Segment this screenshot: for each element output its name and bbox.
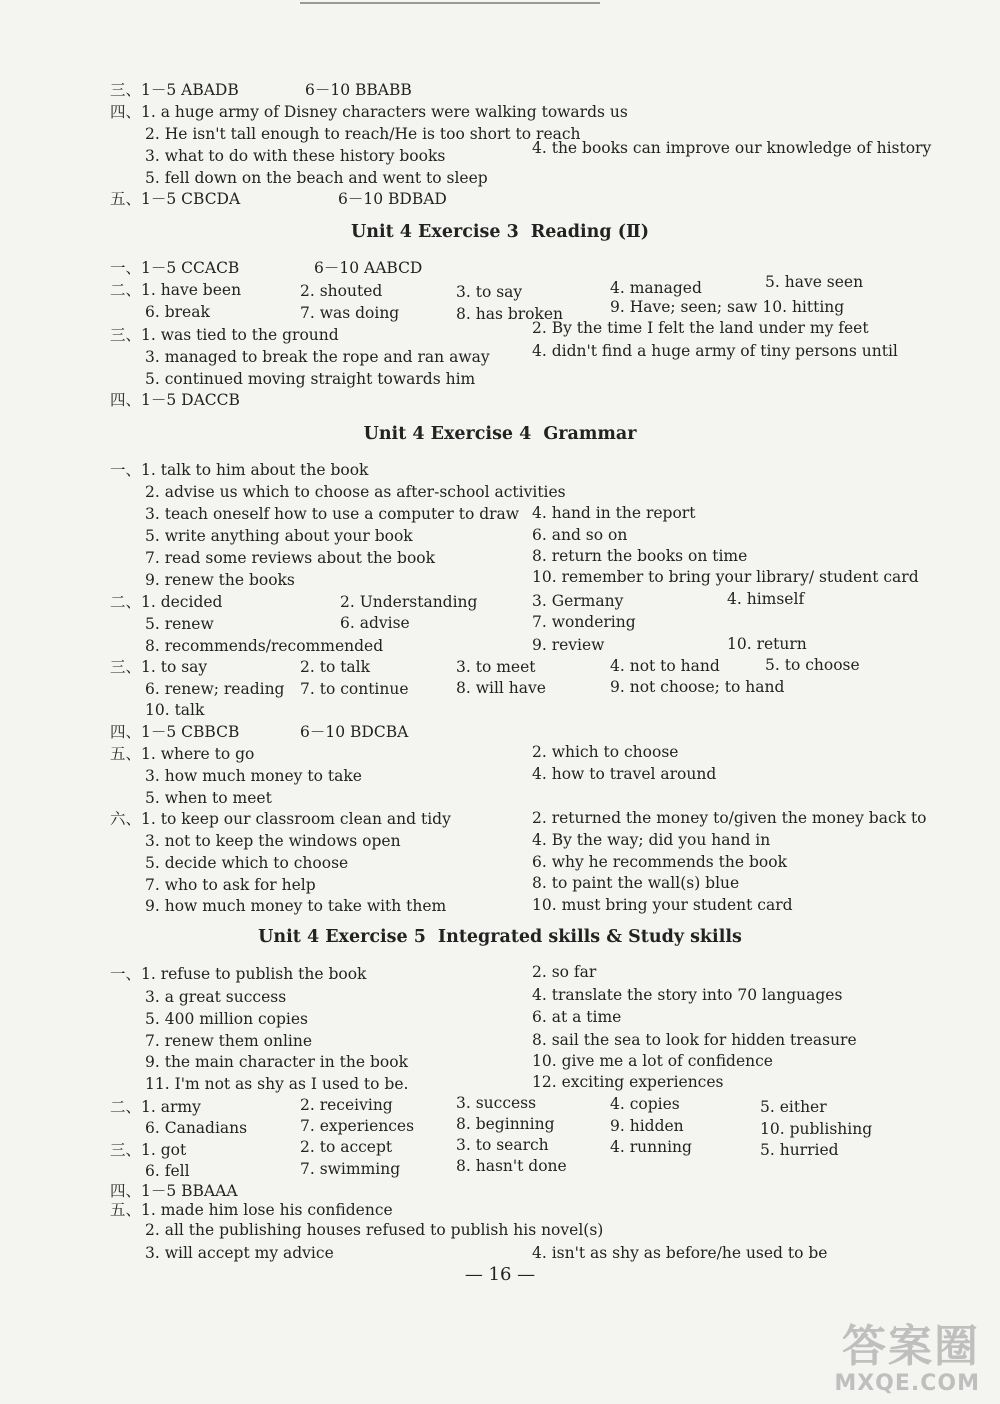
answer-line: 6. why he recommends the book	[532, 853, 787, 871]
answer-line: 3. success	[456, 1094, 537, 1112]
answer-line: 12. exciting experiences	[532, 1073, 724, 1091]
answer-line: 9. review	[532, 636, 605, 654]
answer-line: 4. didn't find a huge army of tiny persons until	[532, 342, 898, 360]
answer-line: 6. advise	[340, 614, 410, 632]
answer-line: 3. managed to break the rope and ran away	[145, 348, 490, 366]
answer-line: 4. By the way; did you hand in	[532, 831, 771, 849]
answer-line: 2. returned the money to/given the money back to	[532, 809, 927, 827]
answer-line: 四、1. a huge army of Disney characters were walking towards us	[110, 103, 628, 121]
answer-line: 3. will accept my advice	[145, 1244, 334, 1262]
answer-line: 一、1. refuse to publish the book	[110, 965, 367, 983]
answer-line: 4. copies	[610, 1095, 680, 1113]
answer-line: 三、1. was tied to the ground	[110, 326, 339, 344]
answer-line: 2. advise us which to choose as after-school activities	[145, 483, 566, 501]
heading-exercise-3	[0, 222, 1000, 242]
answer-line: 8. return the books on time	[532, 547, 748, 565]
answer-line: 7. experiences	[300, 1117, 415, 1135]
answer-line: 6. renew; reading	[145, 680, 285, 698]
answer-line: 8. will have	[456, 679, 546, 697]
answer-line: 10. talk	[145, 701, 205, 719]
heading-exercise-5	[0, 927, 1000, 947]
answer-line: 8. recommends/recommended	[145, 637, 384, 655]
answer-line: 2. so far	[532, 963, 597, 981]
answer-line: 2. shouted	[300, 282, 383, 300]
answer-line: 10. must bring your student card	[532, 896, 793, 914]
answer-line: 4. isn't as shy as before/he used to be	[532, 1244, 828, 1262]
answer-line: 9. how much money to take with them	[145, 897, 447, 915]
answer-line: 5. 400 million copies	[145, 1010, 309, 1028]
page-number: — 16 —	[464, 1264, 536, 1285]
watermark-logo	[834, 1323, 980, 1396]
answer-line: 10. give me a lot of confidence	[532, 1052, 773, 1070]
heading-exercise-4	[0, 424, 1000, 444]
answer-line: 2. all the publishing houses refused to publish his novel(s)	[145, 1221, 604, 1239]
answer-line: 2. By the time I felt the land under my feet	[532, 319, 869, 337]
answer-line: 6. at a time	[532, 1008, 622, 1026]
answer-line: 3. teach oneself how to use a computer to draw	[145, 505, 520, 523]
watermark-site: MXQE.COM	[834, 1371, 980, 1396]
answer-line: 5. renew	[145, 615, 214, 633]
answer-line: 2. Understanding	[340, 593, 478, 611]
answer-line: 2. receiving	[300, 1096, 393, 1114]
answer-line: 10. return	[727, 635, 807, 653]
answer-line: 5. have seen	[765, 273, 864, 291]
answer-line: 4. managed	[610, 279, 702, 297]
answer-line: 7. to continue	[300, 680, 409, 698]
answer-line: 7. read some reviews about the book	[145, 549, 436, 567]
answer-line: 一、1. talk to him about the book	[110, 461, 369, 479]
heading-topic: Grammar	[543, 424, 637, 444]
answer-line: 7. wondering	[532, 613, 636, 631]
answer-line: 二、1. have been	[110, 281, 242, 299]
heading-unit: Unit 4 Exercise 3	[350, 222, 519, 242]
answer-line: 四、1－5 BBAAA	[110, 1182, 238, 1200]
answer-line: 四、1－5 DACCB	[110, 391, 240, 409]
answer-line: 五、1. made him lose his confidence	[110, 1201, 393, 1219]
answer-line: 5. continued moving straight towards him	[145, 370, 476, 388]
heading-topic: Integrated skills & Study skills	[437, 927, 742, 947]
answer-line: 4. running	[610, 1138, 692, 1156]
answer-line: 五、1－5 CBCDA	[110, 190, 241, 208]
answer-line: 7. renew them online	[145, 1032, 313, 1050]
answer-line: 一、1－5 CCACB	[110, 259, 240, 277]
answer-line: 6. and so on	[532, 526, 628, 544]
answer-line: 9. renew the books	[145, 571, 295, 589]
answer-line: 8. beginning	[456, 1115, 555, 1133]
watermark-logo-text: 答案圈	[842, 1321, 980, 1372]
answer-line: 8. sail the sea to look for hidden treasure	[532, 1031, 857, 1049]
answer-line: 3. to meet	[456, 658, 536, 676]
answer-line: 3. to say	[456, 283, 523, 301]
answer-line: 5. either	[760, 1098, 827, 1116]
answer-line: 5. when to meet	[145, 789, 272, 807]
answer-line: 9. Have; seen; saw 10. hitting	[610, 298, 845, 316]
answer-line: 2. to accept	[300, 1138, 393, 1156]
answer-line: 3. how much money to take	[145, 767, 362, 785]
answer-line: 7. swimming	[300, 1160, 401, 1178]
answer-line: 2. which to choose	[532, 743, 679, 761]
answer-line: 5. fell down on the beach and went to sleep	[145, 169, 488, 187]
answer-line: 6－10 BBABB	[305, 81, 412, 99]
answer-line: 4. hand in the report	[532, 504, 696, 522]
answer-line: 2. to talk	[300, 658, 371, 676]
answer-line: 3. to search	[456, 1136, 549, 1154]
answer-line: 5. write anything about your book	[145, 527, 413, 545]
answer-line: 4. how to travel around	[532, 765, 717, 783]
answer-line: 10. publishing	[760, 1120, 873, 1138]
answer-line: 8. has broken	[456, 305, 564, 323]
answer-line: 8. to paint the wall(s) blue	[532, 874, 740, 892]
answer-line: 6－10 BDCBA	[300, 723, 409, 741]
heading-unit: Unit 4 Exercise 4	[363, 424, 532, 444]
answer-line: 9. hidden	[610, 1117, 684, 1135]
answer-line: 四、1－5 CBBCB	[110, 723, 240, 741]
answer-line: 6－10 BDBAD	[338, 190, 447, 208]
answer-line: 4. translate the story into 70 languages	[532, 986, 843, 1004]
answer-line: 2. He isn't tall enough to reach/He is too short to reach	[145, 125, 581, 143]
answer-line: 二、1. army	[110, 1098, 201, 1116]
answer-line: 三、1－5 ABADB	[110, 81, 239, 99]
answer-line: 五、1. where to go	[110, 745, 255, 763]
answer-line: 4. not to hand	[610, 657, 720, 675]
answer-line: 8. hasn't done	[456, 1157, 567, 1175]
answer-line: 3. what to do with these history books	[145, 147, 446, 165]
heading-topic: Reading (Ⅱ)	[530, 222, 650, 242]
answer-line: 三、1. to say	[110, 658, 208, 676]
answer-line: 4. the books can improve our knowledge of history	[532, 139, 932, 157]
answer-line: 11. I'm not as shy as I used to be.	[145, 1075, 409, 1093]
answer-line: 6－10 AABCD	[314, 259, 423, 277]
top-rule	[300, 2, 600, 4]
answer-line: 5. hurried	[760, 1141, 839, 1159]
answer-line: 9. the main character in the book	[145, 1053, 408, 1071]
answer-line: 5. decide which to choose	[145, 854, 349, 872]
answer-line: 7. was doing	[300, 304, 400, 322]
answer-line: 3. not to keep the windows open	[145, 832, 401, 850]
answer-line: 10. remember to bring your library/ student card	[532, 568, 919, 586]
answer-line: 3. Germany	[532, 592, 624, 610]
answer-line: 5. to choose	[765, 656, 860, 674]
answer-line: 六、1. to keep our classroom clean and tidy	[110, 810, 451, 828]
answer-line: 6. Canadians	[145, 1119, 248, 1137]
answer-line: 6. fell	[145, 1162, 190, 1180]
answer-line: 三、1. got	[110, 1141, 187, 1159]
answer-line: 3. a great success	[145, 988, 287, 1006]
answer-line: 6. break	[145, 303, 210, 321]
answer-line: 7. who to ask for help	[145, 876, 316, 894]
heading-unit: Unit 4 Exercise 5	[258, 927, 426, 947]
answer-line: 9. not choose; to hand	[610, 678, 785, 696]
answer-line: 4. himself	[727, 590, 805, 608]
answer-line: 二、1. decided	[110, 593, 223, 611]
